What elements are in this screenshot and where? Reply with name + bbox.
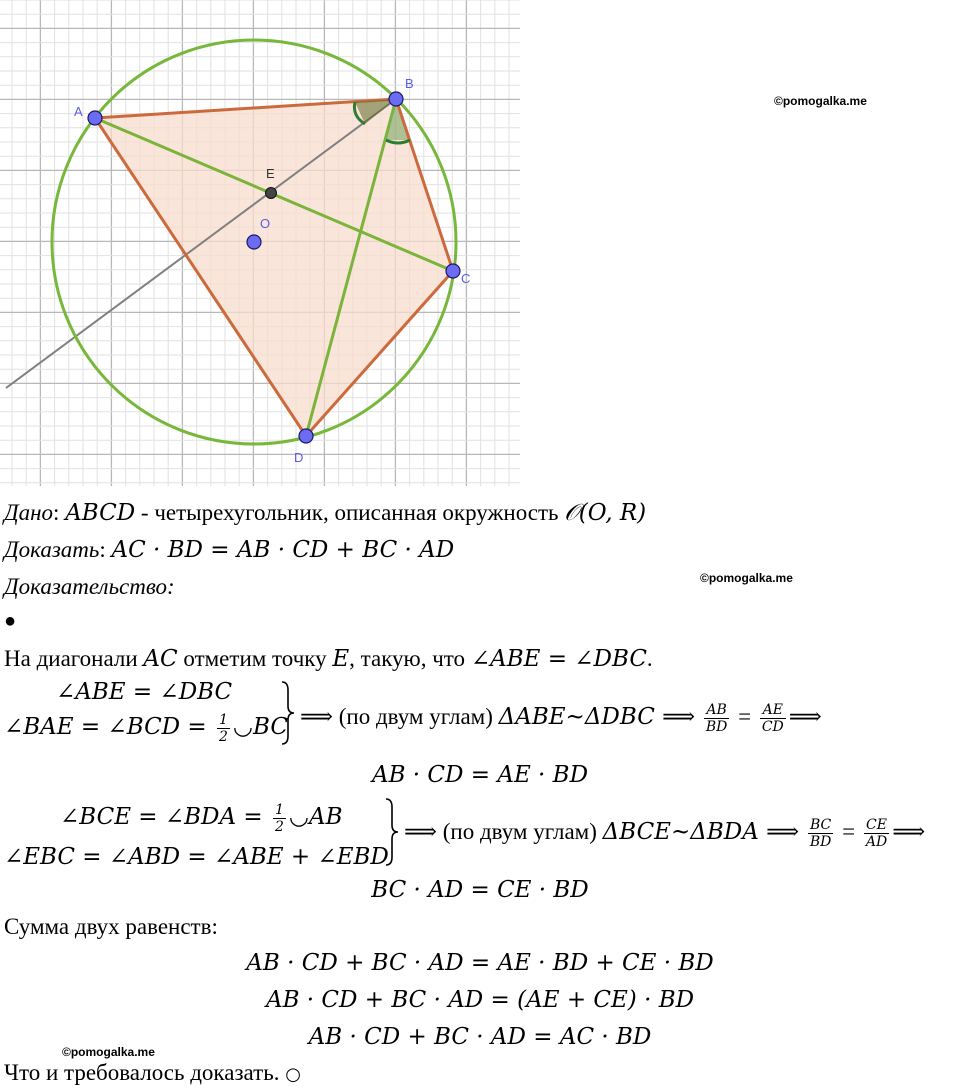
sys1-result-a: ⟹ (по двум углам) — [300, 704, 499, 729]
fraction-denominator: 2 — [219, 729, 228, 746]
fraction-numerator: 1 — [275, 802, 284, 819]
given-sep: : — [53, 500, 60, 525]
given-text: - четырехугольник, описанная окружность — [135, 500, 565, 525]
step1-a: На диагонали — [4, 646, 144, 671]
sys2-half — [273, 802, 286, 835]
sys1-line2 — [4, 712, 288, 745]
sys2-eq: = — [842, 819, 856, 844]
prove-math: AC · BD = AB · CD + BC · AD — [111, 537, 455, 563]
sys2-result-a: ⟹ (по двум углам) — [404, 819, 603, 844]
point-c — [446, 264, 460, 278]
sys2-line1-a: ∠BCE = ∠BDA = — [60, 804, 270, 830]
sys2-line1-b: ◡AB — [288, 804, 343, 830]
sys2-frac2 — [864, 817, 889, 850]
sys2-line2: ∠EBC = ∠ABD = ∠ABE + ∠EBD — [4, 844, 389, 870]
sum-equation-2: AB · CD + BC · AD = (AE + CE) · BD — [265, 987, 695, 1013]
sys1-frac2 — [760, 702, 786, 735]
prove-label: Доказать — [4, 537, 100, 562]
result1: AB · CD = AE · BD — [371, 762, 589, 788]
given-math: ABCD — [65, 500, 136, 526]
point-e — [266, 188, 277, 199]
proof-label: Доказательство: — [4, 574, 175, 599]
sys1-frac1 — [704, 702, 730, 735]
fraction-denominator: AD — [865, 834, 888, 851]
fraction-numerator: AE — [760, 702, 786, 719]
point-d — [299, 429, 313, 443]
fraction-denominator: 2 — [275, 819, 284, 836]
fraction-numerator: 1 — [219, 712, 228, 729]
label-b: B — [405, 76, 414, 91]
fraction-denominator: CD — [761, 719, 784, 736]
fraction-numerator: AB — [704, 702, 730, 719]
given-circle: 𝒪(O, R) — [564, 500, 647, 526]
label-e: E — [266, 166, 275, 181]
step1-e: , такую, что — [349, 646, 471, 671]
bullet: ● — [4, 610, 17, 632]
label-o: O — [260, 216, 271, 231]
label-a: A — [74, 104, 83, 119]
sum-equation-3: AB · CD + BC · AD = AC · BD — [308, 1024, 652, 1050]
qed-line — [4, 1058, 301, 1090]
prove-sep: : — [99, 537, 106, 562]
sys2-result — [404, 817, 925, 850]
sys2-result-b: ΔBCE~ΔBDA ⟹ — [602, 819, 800, 845]
qed-text: Что и требовалось доказать. — [4, 1060, 286, 1085]
label-c: C — [461, 271, 471, 286]
result2: BC · AD = CE · BD — [371, 877, 589, 903]
step1-d: E — [332, 646, 350, 672]
watermark: ©pomogalka.me — [774, 94, 867, 108]
sys1-result — [300, 702, 822, 735]
fraction-numerator: CE — [864, 817, 889, 834]
fraction-denominator: BD — [809, 834, 832, 851]
geometry-figure — [0, 0, 530, 490]
sys1-result-b: ΔABE~ΔDBC ⟹ — [498, 704, 696, 730]
point-a — [88, 111, 102, 125]
fraction-denominator: BD — [705, 719, 728, 736]
sys1-line2-b: ◡BC — [232, 714, 288, 740]
watermark: ©pomogalka.me — [62, 1045, 155, 1059]
prove-line — [4, 535, 454, 565]
sys2-arrow: ⟹ — [892, 819, 926, 844]
step1-line — [4, 644, 653, 674]
point-o — [247, 235, 261, 249]
fraction-numerator: BC — [808, 817, 834, 834]
brace-1 — [280, 680, 296, 746]
sys1-half — [217, 712, 230, 745]
sys1-line2-a: ∠BAE = ∠BCD = — [4, 714, 214, 740]
sum-equation-1: AB · CD + BC · AD = AE · BD + CE · BD — [246, 950, 714, 976]
qed-mark: ○ — [285, 1064, 301, 1085]
step1-f: ∠ABE = ∠DBC — [470, 646, 647, 672]
sys1-line1: ∠ABE = ∠DBC — [56, 679, 233, 705]
step1-b: AC — [143, 646, 178, 672]
point-b — [389, 92, 403, 106]
sys2-frac1 — [808, 817, 834, 850]
brace-2 — [384, 797, 400, 867]
sys1-arrow: ⟹ — [788, 704, 822, 729]
step1-c: отметим точку — [177, 646, 333, 671]
label-d: D — [294, 450, 304, 465]
watermark: ©pomogalka.me — [700, 571, 793, 585]
sys2-line1 — [60, 802, 343, 835]
sys1-eq: = — [738, 704, 752, 729]
given-label: Дано — [4, 500, 54, 525]
given-line — [4, 498, 646, 528]
step1-g: . — [646, 646, 653, 671]
sum-label: Сумма двух равенств: — [4, 914, 218, 939]
